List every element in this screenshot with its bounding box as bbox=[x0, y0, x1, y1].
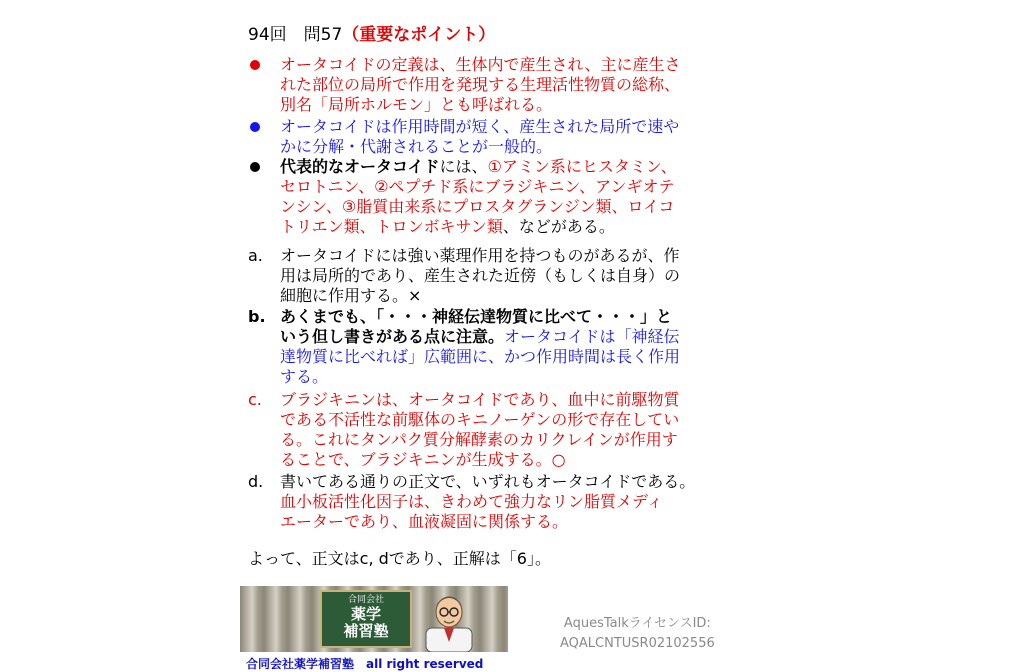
point-line: 別名「局所ホルモン」とも呼ばれる。 bbox=[280, 95, 553, 114]
choice-b-note: いう但し書きがある点に注意。 bbox=[280, 327, 505, 346]
choice-a bbox=[280, 246, 680, 306]
point-line: かに分解・代謝されることが一般的。 bbox=[280, 137, 553, 156]
examples-line: セロトニン、②ペプチド系にブラジキニン、アンギオテ bbox=[280, 177, 675, 196]
examples-amine: ①アミン系にヒスタミン、 bbox=[487, 157, 677, 176]
examples-tail: 、などがある。 bbox=[502, 217, 615, 236]
examples-heading: 代表的なオータコイド bbox=[280, 157, 440, 176]
logo-small-text: 合同会社 bbox=[347, 595, 384, 605]
choice-a-mark: a. bbox=[248, 246, 263, 265]
conclusion-text: よって、正文はc, dであり、正解は「6」。 bbox=[248, 549, 551, 568]
choice-line: あくまでも、「・・・神経伝達物質に比べて・・・」と bbox=[280, 307, 673, 326]
choice-line: 達物質に比べれば」広範囲に、かつ作用時間は長く作用 bbox=[280, 347, 681, 366]
choice-b-explain: オータコイドは「神経伝 bbox=[504, 327, 680, 346]
license-info bbox=[560, 614, 715, 654]
point-line: オータコイドの定義は、生体内で産生され、主に産生さ bbox=[280, 55, 681, 74]
teacher-illustration-icon bbox=[420, 588, 478, 652]
logo-big-text: 補習塾 bbox=[343, 622, 389, 640]
choice-line: オータコイドには強い薬理作用を持つものがあるが、作 bbox=[280, 246, 680, 265]
choice-line: である不活性な前駆体のキニノーゲンの形で存在してい bbox=[280, 410, 680, 429]
blue-bullet-icon bbox=[250, 122, 260, 132]
license-label: AquesTalkライセンスID: bbox=[563, 616, 711, 631]
choice-line: 血小板活性化因子は、きわめて強力なリン脂質メディ bbox=[280, 492, 663, 511]
choice-c bbox=[280, 390, 680, 470]
choice-line: 書いてある通りの正文で、いずれもオータコイドである。 bbox=[280, 472, 696, 491]
choice-line: ブラジキニンは、オータコイドであり、血中に前駆物質 bbox=[280, 390, 680, 409]
choice-b-mark: b. bbox=[248, 307, 266, 326]
black-bullet-icon bbox=[250, 162, 260, 172]
examples-lipid: トリエン類、トロンボキサン類 bbox=[280, 217, 503, 236]
point-line: オータコイドは作用時間が短く、産生された局所で速や bbox=[280, 117, 680, 136]
point-line: れた部位の局所で作用を発現する生理活性物質の総称、 bbox=[280, 75, 681, 94]
point-duration bbox=[280, 117, 679, 157]
examples-connector: には、 bbox=[439, 157, 488, 176]
point-examples bbox=[280, 157, 677, 237]
company-logo bbox=[240, 586, 508, 652]
examples-line: ンシン、③脂質由来系にプロスタグランジン類、ロイコ bbox=[280, 197, 675, 216]
choice-line: る。これにタンパク質分解酵素のカリクレインが作用す bbox=[280, 430, 678, 449]
choice-d bbox=[280, 472, 695, 532]
choice-line: ることで、ブラジキニンが生成する。○ bbox=[280, 450, 566, 469]
chalkboard-sign bbox=[320, 590, 412, 648]
choice-c-mark: c. bbox=[248, 390, 262, 409]
red-bullet-icon bbox=[250, 60, 260, 70]
page-title bbox=[248, 20, 495, 45]
title-prefix: 94回 問57 bbox=[248, 25, 343, 45]
license-id: AQALCNTUSR02102556 bbox=[560, 636, 715, 651]
title-highlight: （重要なポイント） bbox=[342, 25, 496, 45]
logo-big-text: 薬学 bbox=[350, 605, 381, 623]
choice-line: する。 bbox=[280, 367, 329, 386]
choice-b bbox=[280, 307, 680, 387]
copyright-text: 合同会社薬学補習塾 all right reserved bbox=[246, 657, 484, 671]
point-definition bbox=[280, 55, 680, 115]
choice-line: 用は局所的であり、産生された近傍（もしくは自身）の bbox=[280, 266, 681, 285]
choice-d-mark: d. bbox=[248, 472, 264, 491]
choice-line: エーターであり、血液凝固に関係する。 bbox=[280, 512, 569, 531]
choice-line: 細胞に作用する。× bbox=[280, 286, 422, 305]
